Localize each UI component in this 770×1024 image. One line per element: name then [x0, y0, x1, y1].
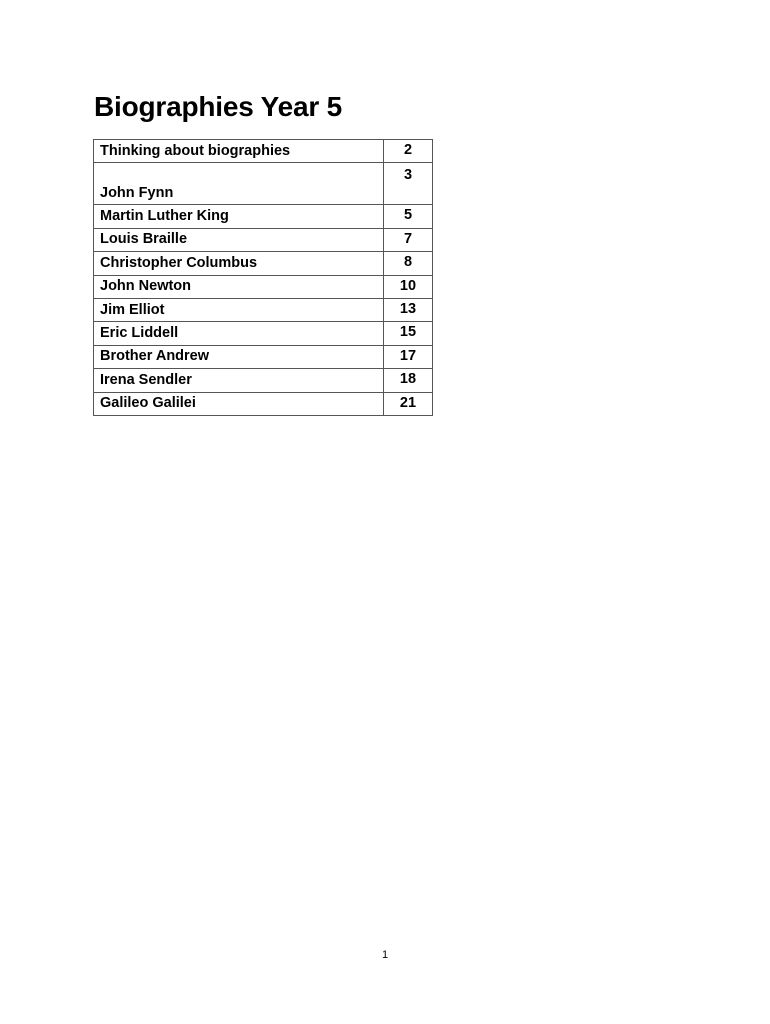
entry-page: 2: [384, 140, 433, 163]
table-row: [94, 298, 433, 321]
table-row: [94, 140, 433, 163]
entry-page: 21: [384, 392, 433, 415]
entry-title: Martin Luther King: [94, 205, 384, 228]
entry-page: 18: [384, 369, 433, 392]
entry-page: 15: [384, 322, 433, 345]
entry-title: Galileo Galilei: [94, 392, 384, 415]
entry-title: Eric Liddell: [94, 322, 384, 345]
entry-page: 3: [384, 163, 433, 205]
table-row: [94, 322, 433, 345]
entry-title: Louis Braille: [94, 228, 384, 251]
entry-title: Irena Sendler: [94, 369, 384, 392]
entry-page: 17: [384, 345, 433, 368]
table-row: [94, 275, 433, 298]
entry-title: Thinking about biographies: [94, 140, 384, 163]
table-row: [94, 345, 433, 368]
entry-title: Brother Andrew: [94, 345, 384, 368]
page-number: 1: [381, 949, 389, 961]
entry-page: 8: [384, 252, 433, 275]
table-row: [94, 369, 433, 392]
entry-title: John Fynn: [94, 163, 384, 205]
entry-title: Jim Elliot: [94, 298, 384, 321]
entry-page: 10: [384, 275, 433, 298]
table-row: [94, 392, 433, 415]
table-row: [94, 228, 433, 251]
entry-page: 13: [384, 298, 433, 321]
entry-page: 7: [384, 228, 433, 251]
page-title: Biographies Year 5: [94, 91, 343, 122]
table-row: [94, 205, 433, 228]
entry-title: John Newton: [94, 275, 384, 298]
table-row: [94, 252, 433, 275]
entry-title: Christopher Columbus: [94, 252, 384, 275]
entry-page: 5: [384, 205, 433, 228]
contents-table: [93, 139, 433, 416]
table-row: [94, 163, 433, 205]
